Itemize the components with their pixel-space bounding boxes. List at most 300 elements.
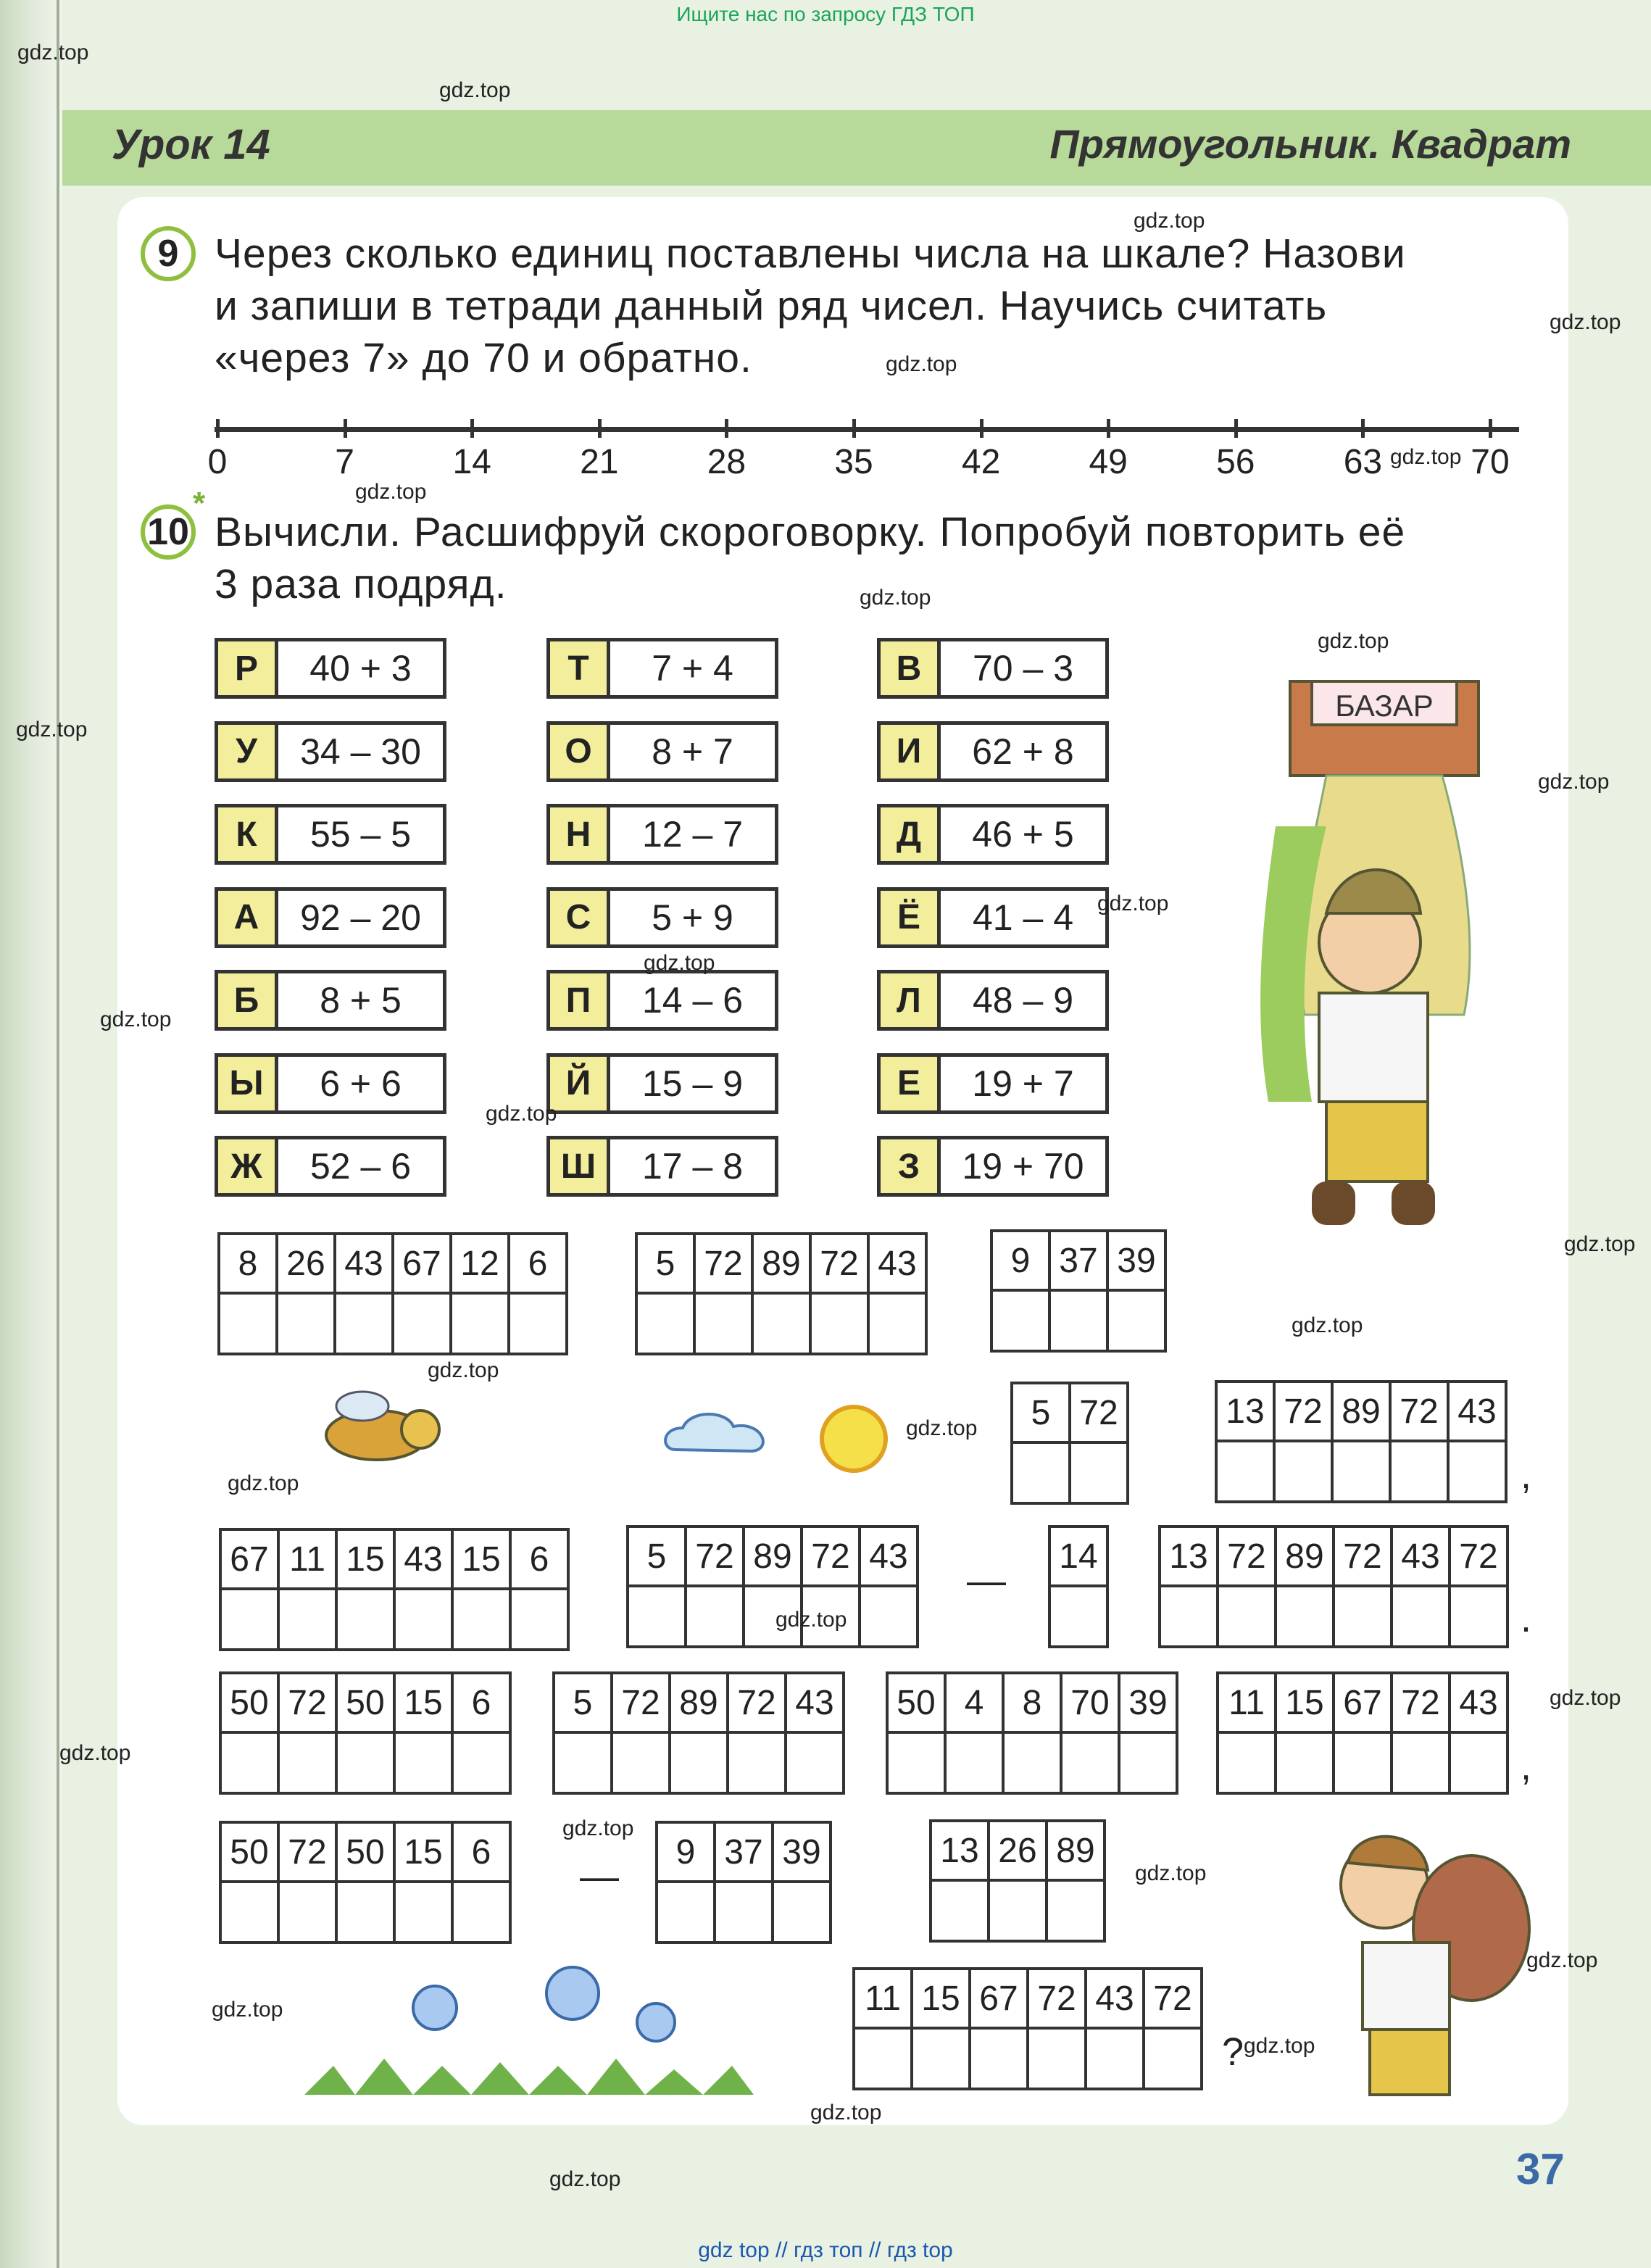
cipher-row: [877, 1053, 1109, 1114]
code-grid: [626, 1525, 919, 1648]
cipher-row: [546, 804, 778, 865]
scale-label: 42: [961, 443, 1001, 481]
cipher-expression: 7 + 4: [652, 648, 733, 689]
code-number: 8: [219, 1234, 277, 1293]
answer-cell[interactable]: [1144, 2028, 1202, 2089]
boy-with-sack-illustration: [1326, 1819, 1544, 2124]
cipher-row: [215, 804, 446, 865]
code-number: 72: [612, 1673, 670, 1732]
cipher-letter: Р: [218, 641, 278, 695]
cipher-letter: О: [550, 725, 610, 778]
code-number: 5: [636, 1234, 694, 1293]
answer-cell[interactable]: [1160, 1586, 1218, 1647]
market-sign: БАЗАР: [1335, 689, 1434, 723]
answer-cell[interactable]: [970, 2028, 1028, 2089]
watermark: gdz.top: [886, 352, 957, 376]
watermark: gdz.top: [428, 1358, 499, 1382]
watermark: gdz.top: [644, 951, 715, 975]
code-number: 39: [1107, 1231, 1165, 1290]
answer-cell[interactable]: [931, 1880, 989, 1941]
code-number: 39: [773, 1822, 831, 1882]
answer-cell[interactable]: [1047, 1880, 1105, 1941]
code-number: 39: [1119, 1673, 1177, 1732]
answer-cell[interactable]: [1390, 1441, 1448, 1502]
code-number: 12: [451, 1234, 509, 1293]
code-grid: [990, 1229, 1167, 1353]
code-number: 43: [1086, 1969, 1144, 2028]
scale-label: 70: [1471, 443, 1510, 481]
code-number: 8: [1003, 1673, 1061, 1732]
answer-cell[interactable]: [1003, 1732, 1061, 1793]
code-grid: [929, 1819, 1106, 1943]
sun-illustration: [803, 1392, 904, 1486]
answer-cell[interactable]: [510, 1589, 568, 1650]
lesson-title: Урок 14: [112, 121, 270, 168]
cipher-row: [215, 970, 446, 1031]
watermark: gdz.top: [59, 1741, 131, 1765]
code-number: 6: [452, 1673, 510, 1732]
cipher-expression: 34 – 30: [300, 731, 421, 772]
answer-cell[interactable]: [220, 1732, 278, 1793]
watermark: gdz.top: [860, 586, 931, 610]
code-number: 72: [686, 1526, 744, 1586]
cipher-letter: Ш: [550, 1139, 610, 1193]
answer-cell[interactable]: [1028, 2028, 1086, 2089]
number-scale: [215, 427, 1519, 432]
answer-cell[interactable]: [773, 1882, 831, 1943]
answer-cell[interactable]: [752, 1293, 810, 1354]
code-number: 50: [336, 1822, 394, 1882]
code-number: 67: [220, 1529, 278, 1589]
answer-cell[interactable]: [912, 2028, 970, 2089]
code-number: 13: [931, 1821, 989, 1880]
watermark: gdz.top: [228, 1471, 299, 1495]
code-number: 43: [860, 1526, 918, 1586]
answer-cell[interactable]: [509, 1293, 567, 1354]
cipher-row: [215, 721, 446, 782]
code-number: 72: [1390, 1382, 1448, 1441]
topic-title: Прямоугольник. Квадрат: [1049, 121, 1571, 167]
cipher-expression: 48 – 9: [972, 980, 1073, 1021]
watermark: gdz.top: [1292, 1313, 1363, 1337]
code-grid: [219, 1671, 512, 1795]
cipher-letter: З: [881, 1139, 941, 1193]
watermark: gdz.top: [775, 1608, 847, 1632]
cipher-row: [546, 721, 778, 782]
code-grid: [635, 1232, 928, 1355]
answer-cell[interactable]: [1276, 1586, 1334, 1647]
cipher-expression: 19 + 70: [962, 1146, 1084, 1187]
cipher-row: [877, 1136, 1109, 1197]
answer-cell[interactable]: [394, 1882, 452, 1943]
watermark: gdz.top: [1135, 1861, 1207, 1885]
code-number: 6: [452, 1822, 510, 1882]
cipher-row: [215, 638, 446, 699]
comma-mark: ,: [1521, 1453, 1532, 1497]
watermark: gdz.top: [810, 2101, 882, 2124]
answer-cell[interactable]: [989, 1880, 1047, 1941]
scale-tick: [980, 419, 983, 438]
cipher-letter: П: [550, 973, 610, 1027]
code-number: 14: [1049, 1526, 1107, 1586]
cipher-letter: Н: [550, 807, 610, 861]
code-number: 89: [1047, 1821, 1105, 1880]
scale-label: 28: [707, 443, 747, 481]
answer-cell[interactable]: [336, 1732, 394, 1793]
cipher-expression: 40 + 3: [309, 648, 412, 689]
code-number: 13: [1216, 1382, 1274, 1441]
code-number: 50: [220, 1822, 278, 1882]
scale-label: 0: [207, 443, 228, 481]
scale-tick: [470, 419, 474, 438]
answer-cell[interactable]: [694, 1293, 752, 1354]
scale-tick: [725, 419, 728, 438]
answer-cell[interactable]: [1216, 1441, 1274, 1502]
cipher-row: [877, 970, 1109, 1031]
watermark: gdz.top: [1097, 892, 1169, 915]
page-number: 37: [1516, 2145, 1565, 2193]
cipher-letter: Ы: [218, 1057, 278, 1110]
answer-cell[interactable]: [452, 1732, 510, 1793]
cipher-letter: А: [218, 891, 278, 944]
code-grid: [552, 1671, 845, 1795]
code-number: 89: [1332, 1382, 1390, 1441]
answer-cell[interactable]: [1061, 1732, 1119, 1793]
code-number: 67: [970, 1969, 1028, 2028]
code-number: 72: [810, 1234, 868, 1293]
cipher-expression: 8 + 7: [652, 731, 733, 772]
code-grid: [852, 1967, 1203, 2090]
watermark: gdz.top: [17, 41, 89, 65]
scale-tick: [852, 419, 856, 438]
answer-cell[interactable]: [452, 1882, 510, 1943]
answer-cell[interactable]: [219, 1293, 277, 1354]
cipher-row: [546, 1053, 778, 1114]
watermark: gdz.top: [1550, 1686, 1621, 1710]
answer-cell[interactable]: [810, 1293, 868, 1354]
code-number: 5: [628, 1526, 686, 1586]
cipher-row: [877, 721, 1109, 782]
answer-cell[interactable]: [860, 1586, 918, 1647]
cipher-row: [215, 1136, 446, 1197]
code-number: 43: [1448, 1382, 1506, 1441]
code-number: 13: [1160, 1526, 1218, 1586]
answer-cell[interactable]: [945, 1732, 1003, 1793]
scale-label: 14: [452, 443, 491, 481]
code-grid: [219, 1528, 570, 1651]
code-number: 72: [1028, 1969, 1086, 2028]
cipher-expression: 17 – 8: [641, 1146, 743, 1187]
answer-cell[interactable]: [636, 1293, 694, 1354]
scale-tick: [216, 419, 220, 438]
cipher-row: [215, 1053, 446, 1114]
task10-line2: 3 раза подряд.: [215, 561, 507, 607]
answer-cell[interactable]: [278, 1882, 336, 1943]
answer-cell[interactable]: [1392, 1732, 1450, 1793]
answer-cell[interactable]: [1448, 1441, 1506, 1502]
watermark: gdz.top: [1318, 629, 1389, 653]
scale-label: 35: [834, 443, 873, 481]
code-number: 43: [1450, 1673, 1507, 1732]
cipher-expression: 52 – 6: [309, 1146, 411, 1187]
answer-cell[interactable]: [670, 1732, 728, 1793]
code-number: 72: [802, 1526, 860, 1586]
watermark: gdz.top: [1538, 770, 1610, 794]
task9-line1: Через сколько единиц поставлены числа на шкале? Назови: [215, 230, 1406, 277]
cipher-expression: 62 + 8: [972, 731, 1074, 772]
answer-cell[interactable]: [728, 1732, 786, 1793]
cipher-letter: У: [218, 725, 278, 778]
cipher-expression: 14 – 6: [641, 980, 743, 1021]
answer-cell[interactable]: [786, 1732, 844, 1793]
code-number: 15: [394, 1822, 452, 1882]
answer-cell[interactable]: [612, 1732, 670, 1793]
cipher-expression: 5 + 9: [652, 897, 733, 938]
code-number: 50: [336, 1673, 394, 1732]
cipher-row: [877, 804, 1109, 865]
code-number: 26: [989, 1821, 1047, 1880]
answer-cell[interactable]: [1392, 1586, 1450, 1647]
code-number: 6: [510, 1529, 568, 1589]
watermark: gdz.top: [355, 480, 427, 504]
task9-line2: и запиши в тетради данный ряд чисел. Научись считать: [215, 283, 1328, 329]
answer-cell[interactable]: [278, 1732, 336, 1793]
answer-cell[interactable]: [1276, 1732, 1334, 1793]
code-number: 72: [1274, 1382, 1332, 1441]
answer-cell[interactable]: [394, 1732, 452, 1793]
dash-mark: —: [967, 1559, 1006, 1603]
scale-tick: [344, 419, 347, 438]
code-number: 89: [670, 1673, 728, 1732]
answer-cell[interactable]: [991, 1290, 1049, 1351]
code-number: 43: [335, 1234, 393, 1293]
watermark: gdz.top: [1134, 209, 1205, 233]
scale-label: 7: [335, 443, 354, 481]
cipher-expression: 6 + 6: [320, 1063, 402, 1104]
answer-cell[interactable]: [657, 1882, 715, 1943]
watermark: gdz.top: [212, 1998, 283, 2022]
answer-cell[interactable]: [1218, 1586, 1276, 1647]
cipher-expression: 12 – 7: [641, 814, 743, 855]
code-number: 72: [278, 1822, 336, 1882]
code-number: 67: [393, 1234, 451, 1293]
cipher-letter: К: [218, 807, 278, 861]
code-number: 67: [1334, 1673, 1392, 1732]
answer-cell[interactable]: [868, 1293, 926, 1354]
code-grid: [1158, 1525, 1509, 1648]
question-mark: ?: [1222, 2030, 1244, 2074]
code-number: 43: [1392, 1526, 1450, 1586]
answer-cell[interactable]: [1332, 1441, 1390, 1502]
answer-cell[interactable]: [393, 1293, 451, 1354]
cipher-row: [877, 887, 1109, 948]
cipher-letter: Е: [881, 1057, 941, 1110]
code-grid: [1010, 1382, 1129, 1505]
code-number: 9: [991, 1231, 1049, 1290]
cipher-expression: 15 – 9: [641, 1063, 743, 1104]
cipher-expression: 92 – 20: [300, 897, 421, 938]
scale-label: 56: [1216, 443, 1255, 481]
watermark: gdz.top: [486, 1102, 557, 1126]
cipher-letter: И: [881, 725, 941, 778]
scale-label: 63: [1343, 443, 1383, 481]
answer-cell[interactable]: [1086, 2028, 1144, 2089]
answer-cell[interactable]: [1450, 1732, 1507, 1793]
task9-line3: «через 7» до 70 и обратно.: [215, 335, 752, 381]
answer-cell[interactable]: [628, 1586, 686, 1647]
answer-cell[interactable]: [394, 1589, 452, 1650]
cipher-letter: Д: [881, 807, 941, 861]
code-number: 11: [278, 1529, 336, 1589]
answer-cell[interactable]: [452, 1589, 510, 1650]
cipher-row: [546, 1136, 778, 1197]
code-number: 43: [394, 1529, 452, 1589]
code-number: 72: [1218, 1526, 1276, 1586]
watermark: gdz.top: [906, 1416, 978, 1440]
answer-cell[interactable]: [1049, 1586, 1107, 1647]
answer-cell[interactable]: [336, 1589, 394, 1650]
answer-cell[interactable]: [887, 1732, 945, 1793]
cipher-letter: Б: [218, 973, 278, 1027]
dash-mark: —: [580, 1855, 619, 1898]
answer-cell[interactable]: [554, 1732, 612, 1793]
code-number: 70: [1061, 1673, 1119, 1732]
answer-cell[interactable]: [1012, 1442, 1070, 1503]
cipher-row: [546, 970, 778, 1031]
cipher-letter: С: [550, 891, 610, 944]
answer-cell[interactable]: [1070, 1442, 1128, 1503]
code-number: 72: [1392, 1673, 1450, 1732]
answer-cell[interactable]: [1274, 1441, 1332, 1502]
cipher-expression: 70 – 3: [972, 648, 1073, 689]
code-number: 6: [509, 1234, 567, 1293]
watermark: gdz.top: [549, 2167, 621, 2191]
answer-cell[interactable]: [686, 1586, 744, 1647]
code-number: 50: [220, 1673, 278, 1732]
answer-cell[interactable]: [220, 1589, 278, 1650]
answer-cell[interactable]: [1049, 1290, 1107, 1351]
scale-tick: [1489, 419, 1492, 438]
watermark: gdz.top: [16, 718, 88, 742]
cipher-letter: Т: [550, 641, 610, 695]
code-number: 50: [887, 1673, 945, 1732]
answer-cell[interactable]: [220, 1882, 278, 1943]
bottom-note[interactable]: gdz top // гдз топ // гдз top: [698, 2238, 953, 2262]
code-number: 72: [1450, 1526, 1507, 1586]
answer-cell[interactable]: [1119, 1732, 1177, 1793]
cipher-letter: Ж: [218, 1139, 278, 1193]
code-grid: [1215, 1380, 1507, 1503]
code-grid: [1048, 1525, 1109, 1648]
answer-cell[interactable]: [1334, 1732, 1392, 1793]
cipher-expression: 55 – 5: [309, 814, 411, 855]
code-number: 43: [786, 1673, 844, 1732]
watermark: gdz.top: [100, 1008, 172, 1031]
watermark: gdz.top: [1550, 310, 1621, 334]
task-number-10: 10: [141, 504, 196, 560]
answer-cell[interactable]: [1334, 1586, 1392, 1647]
answer-cell[interactable]: [336, 1882, 394, 1943]
answer-cell[interactable]: [715, 1882, 773, 1943]
code-number: 5: [1012, 1383, 1070, 1442]
answer-cell[interactable]: [854, 2028, 912, 2089]
code-number: 72: [1144, 1969, 1202, 2028]
answer-cell[interactable]: [278, 1589, 336, 1650]
code-number: 5: [554, 1673, 612, 1732]
book-spine: [0, 0, 62, 2268]
code-number: 15: [394, 1673, 452, 1732]
code-number: 15: [452, 1529, 510, 1589]
answer-cell[interactable]: [1107, 1290, 1165, 1351]
scale-tick: [1361, 419, 1365, 438]
cipher-letter: Ё: [881, 891, 941, 944]
scale-label: 21: [580, 443, 619, 481]
watermark: gdz.top: [439, 78, 511, 102]
code-grid: [217, 1232, 568, 1355]
cipher-letter: Л: [881, 973, 941, 1027]
spine-fold: [57, 0, 59, 2268]
cipher-expression: 8 + 5: [320, 980, 402, 1021]
scale-tick: [1107, 419, 1110, 438]
cipher-expression: 46 + 5: [972, 814, 1074, 855]
task10-line1: Вычисли. Расшифруй скороговорку. Попробуй повторить её: [215, 509, 1406, 555]
code-number: 72: [278, 1673, 336, 1732]
period-mark: .: [1521, 1597, 1532, 1640]
watermark: gdz.top: [1564, 1232, 1636, 1256]
answer-cell[interactable]: [1218, 1732, 1276, 1793]
cipher-expression: 19 + 7: [972, 1063, 1074, 1104]
watermark: gdz.top: [562, 1816, 634, 1840]
watermark: gdz.top: [1390, 445, 1462, 469]
code-number: 11: [1218, 1673, 1276, 1732]
code-number: 72: [728, 1673, 786, 1732]
scale-label: 49: [1089, 443, 1128, 481]
code-number: 37: [715, 1822, 773, 1882]
cipher-row: [877, 638, 1109, 699]
code-number: 4: [945, 1673, 1003, 1732]
code-grid: [1216, 1671, 1509, 1795]
code-number: 15: [336, 1529, 394, 1589]
watermark: gdz.top: [1244, 2034, 1315, 2058]
code-number: 15: [1276, 1673, 1334, 1732]
boy-at-market-illustration: [1247, 638, 1522, 1290]
scale-tick: [598, 419, 602, 438]
code-number: 43: [868, 1234, 926, 1293]
answer-cell[interactable]: [1450, 1586, 1507, 1647]
answer-cell[interactable]: [335, 1293, 393, 1354]
cipher-letter: Й: [550, 1057, 610, 1110]
code-number: 37: [1049, 1231, 1107, 1290]
answer-cell[interactable]: [277, 1293, 335, 1354]
code-number: 72: [694, 1234, 752, 1293]
watermark: gdz.top: [1526, 1948, 1598, 1972]
code-number: 72: [1070, 1383, 1128, 1442]
cipher-letter: В: [881, 641, 941, 695]
code-grid: [655, 1821, 832, 1944]
flowers-grass-illustration: [290, 1957, 761, 2102]
cipher-row: [215, 887, 446, 948]
top-note[interactable]: Ищите нас по запросу ГДЗ ТОП: [676, 3, 975, 25]
cipher-row: [546, 638, 778, 699]
cloud-illustration: [661, 1406, 777, 1464]
code-number: 89: [744, 1526, 802, 1586]
code-number: 26: [277, 1234, 335, 1293]
star-icon: *: [193, 486, 206, 521]
code-number: 11: [854, 1969, 912, 2028]
bee-illustration: [304, 1384, 457, 1479]
answer-cell[interactable]: [451, 1293, 509, 1354]
cipher-row: [546, 887, 778, 948]
